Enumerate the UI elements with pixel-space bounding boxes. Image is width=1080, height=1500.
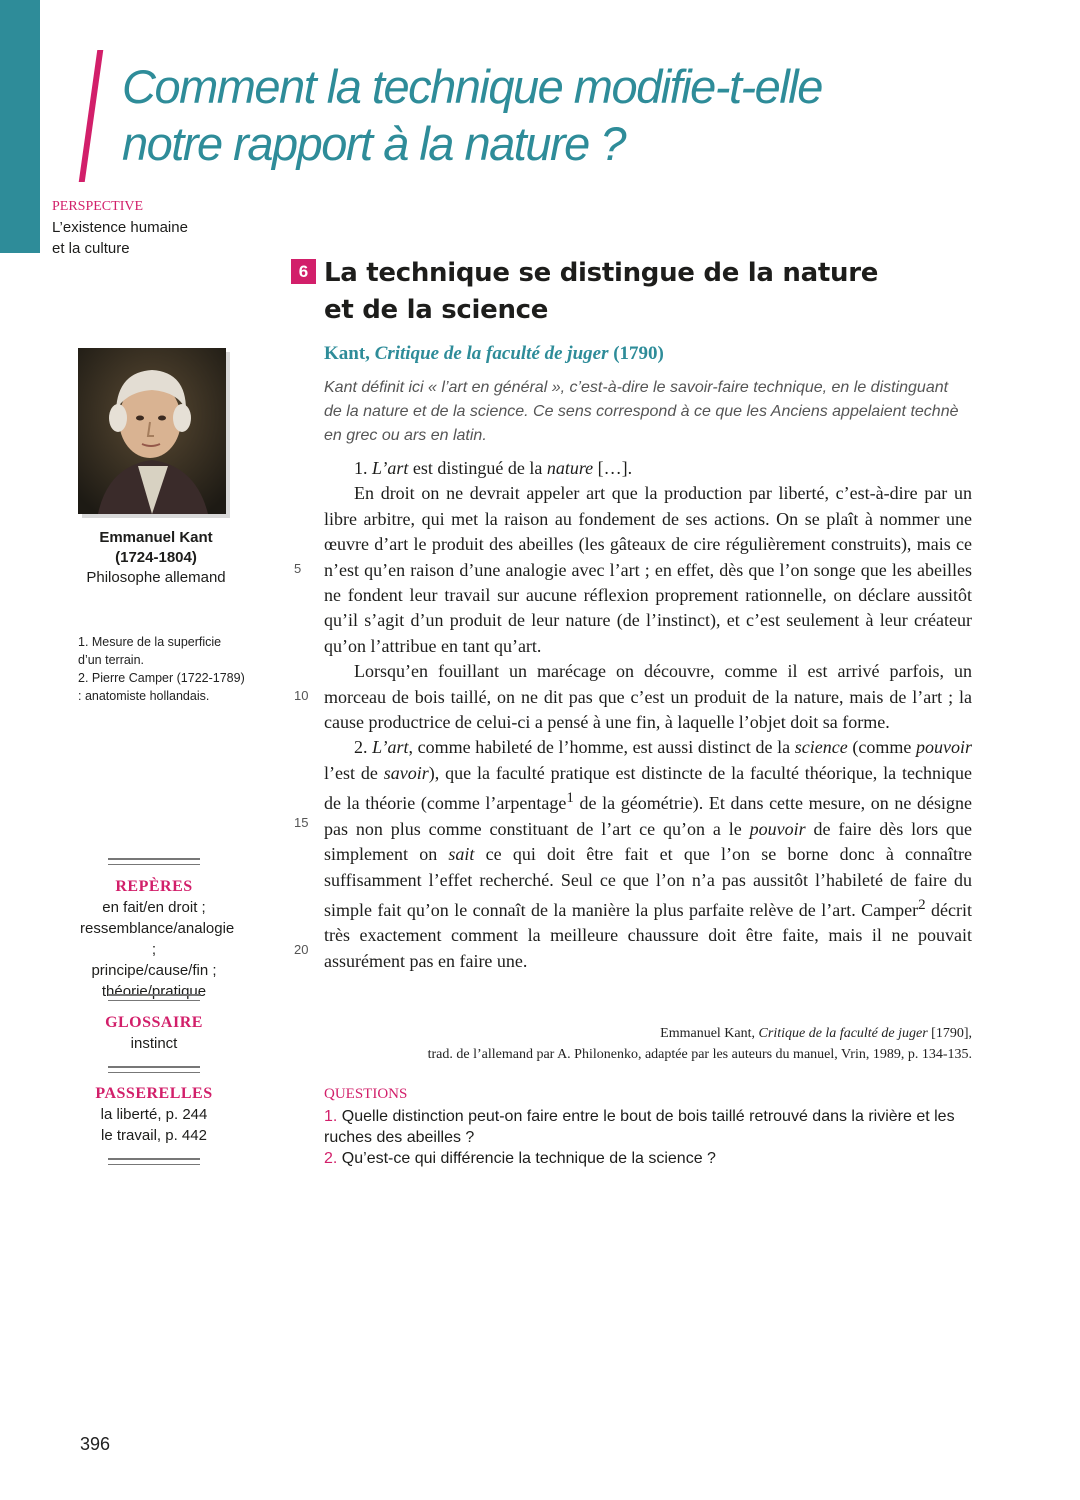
reperes-item: principe/cause/fin ; <box>91 962 217 979</box>
questions-list <box>324 1106 984 1169</box>
kant-excerpt <box>324 456 972 974</box>
perspective-text-2: et la culture <box>52 240 130 257</box>
page-number: 396 <box>80 1434 111 1454</box>
paragraph-2: En droit on ne devrait appeler art que la production par liberté, c’est-à-dire par un libre arbitre, qui met la raison au fondement de ses actions. On se plaît à nommer une œuvre d’art le produit des abeilles (les gâteaux de cire régulièrement construits), mais ce n’est qu’en raison d’une analogie avec l’art ; en effet, dès que l’on songe que les abeilles ne fondent leur travail sur aucune réflexion proprement rationnelle, on déclare aussitôt qu’il s’agit d’un produit de leur nature (de l’instinct), et c’est seulement à leur créateur qu’on l’attribue en tant qu’art. <box>324 483 972 656</box>
paragraph-4: 2. L’art, comme habileté de l’homme, est aussi distinct de la science (comme pouvoir l’est de savoir), que la faculté pratique est distincte de la faculté théorique, la technique de la théorie (comme l’arpentage$^1$ de la géométrie). Et dans cette mesure, on ne désigne pas non plus comme constituant de l’art ce qu’on a le pouvoir de faire dès lors que simplement on sait ce qui doit être fait et que l’on se borne donc à connaître suffisamment l’effet recherché. Seul ce que l’on n’a pas aussitôt l’habileté de faire du simple fait qu’on le connaît de la manière la plus parfaite relève de l’art. Camper$^2$ décrit très exactement comment la meilleure chaussure doit être faite, mais il ne pouvait assurément pas en faire une. <box>324 737 973 971</box>
reperes-item: en fait/en droit ; <box>102 899 206 916</box>
line-number: 20 <box>294 942 309 957</box>
perspective-text-1: L’existence humaine <box>52 219 188 236</box>
section-heading <box>291 255 1011 329</box>
section-number-badge: 6 <box>291 259 316 284</box>
passerelles-heading: PASSERELLES <box>95 1085 213 1102</box>
kant-portrait <box>78 348 226 514</box>
footnote-ref-1[interactable]: 1 <box>566 790 574 807</box>
reperes-box <box>80 876 235 1002</box>
question-1: 1. Quelle distinction peut-on faire entre le bout de bois taillé retrouvé dans la rivière et les ruches des abeilles ? <box>324 1108 955 1146</box>
footnote-ref-2[interactable]: 2 <box>918 896 926 913</box>
sidebar-rule-mid-1 <box>108 994 200 1001</box>
text-introduction: Kant définit ici « l’art en général », c’est-à-dire le savoir-faire technique, en le distinguant de la nature et de la science. Ce sens correspond à ce que les Anciens appelaient technè en grec ou ars en latin. <box>324 379 959 444</box>
sidebar-rule-bottom <box>108 1158 200 1165</box>
question-2: 2. Qu’est-ce qui différencie la technique de la science ? <box>324 1150 716 1167</box>
passerelles-item[interactable]: la liberté, p. 244 <box>100 1106 208 1123</box>
footnotes <box>78 633 248 705</box>
glossaire-item[interactable]: instinct <box>130 1035 178 1052</box>
reperes-item: théorie/pratique <box>101 983 207 1000</box>
paragraph-3: Lorsqu’en fouillant un marécage on découvre, comme il est arrivé parfois, un morceau de bois taillé, on ne dit pas que c’est un produit de la nature, mais de l’art ; la cause productrice de celui-ci a pensé à une fin, à laquelle l’objet doit sa forme. <box>324 661 972 733</box>
caption-role: Philosophe allemand <box>86 569 226 586</box>
questions-heading: QUESTIONS <box>324 1086 408 1102</box>
footnote-2: 2. Pierre Camper (1722-1789) : anatomiste hollandais. <box>78 671 245 703</box>
passerelles-box <box>80 1083 228 1146</box>
glossaire-heading: GLOSSAIRE <box>105 1014 203 1031</box>
footnote-1: 1. Mesure de la superficie d’un terrain. <box>78 635 222 667</box>
passerelles-item[interactable]: le travail, p. 442 <box>101 1127 207 1144</box>
sidebar-rule-mid-2 <box>108 1066 200 1073</box>
source-citation: Emmanuel Kant, Critique de la faculté de juger [1790], trad. de l’allemand par A. Philonenko, adaptée par les auteurs du manuel, Vrin, 1989, p. 134-135. <box>427 1026 972 1062</box>
title-accent-bar <box>79 50 104 182</box>
teal-margin-band <box>0 0 40 253</box>
line-number: 15 <box>294 815 309 830</box>
line-number: 5 <box>294 561 302 576</box>
reperes-item: ressemblance/analogie ; <box>80 920 235 958</box>
page-title: Comment la technique modifie-t-elle notre rapport à la nature ? <box>122 60 822 170</box>
reperes-heading: REPÈRES <box>115 878 193 895</box>
sidebar-rule-top <box>108 858 200 865</box>
caption-name: Emmanuel Kant <box>99 529 213 546</box>
line-number: 10 <box>294 688 309 703</box>
perspective-block <box>52 196 188 259</box>
perspective-label: PERSPECTIVE <box>52 199 144 214</box>
caption-dates: (1724-1804) <box>115 549 197 566</box>
section-title: La technique se distingue de la nature et de la science <box>324 258 879 325</box>
paragraph-1: 1. L’art est distingué de la nature […]. <box>354 458 633 478</box>
text-reference: Kant, Critique de la faculté de juger (1790) <box>324 343 664 364</box>
portrait-caption <box>66 528 246 588</box>
glossaire-box <box>80 1012 228 1054</box>
